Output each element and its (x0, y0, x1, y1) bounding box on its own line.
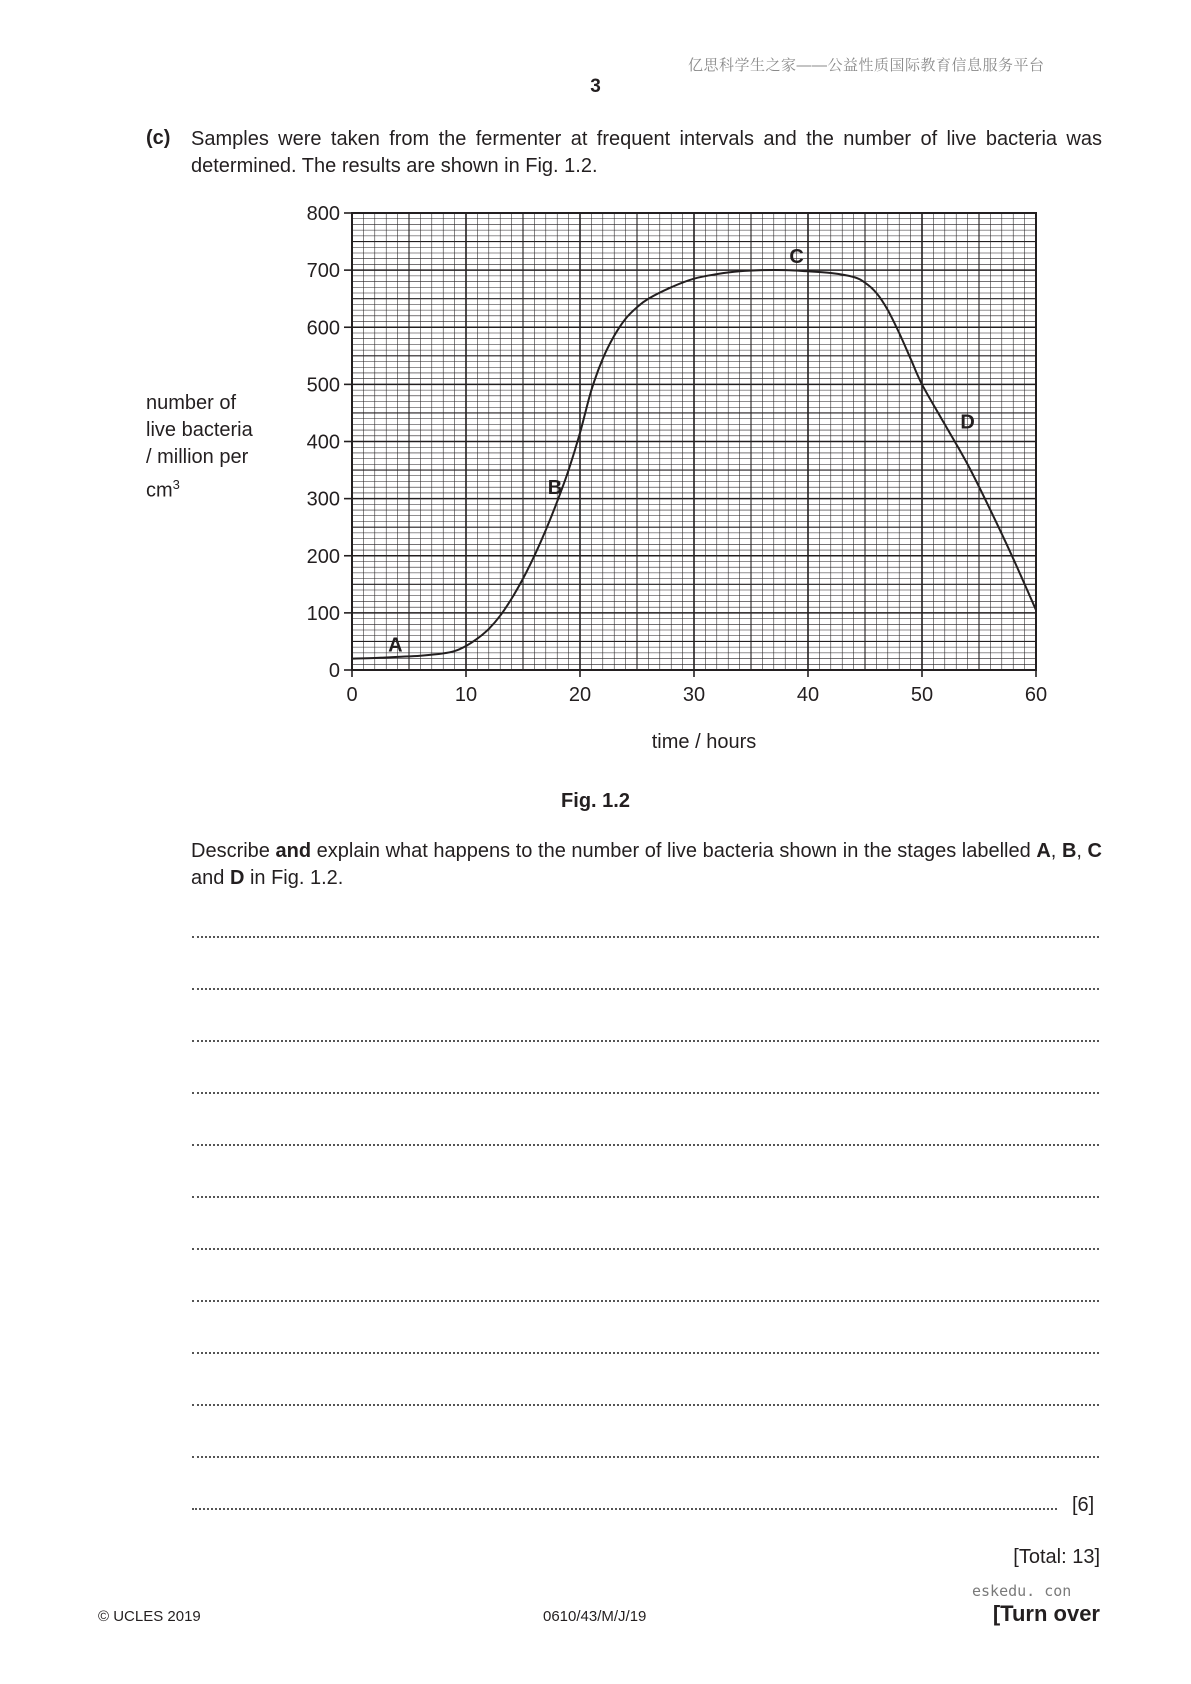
page-number: 3 (590, 76, 601, 97)
answer-line[interactable] (192, 1298, 1099, 1302)
x-tick-label: 60 (1024, 684, 1048, 706)
y-label-line-4: cm (146, 479, 173, 502)
x-axis-label: time / hours (651, 731, 757, 753)
answer-line[interactable] (192, 1402, 1099, 1406)
stage-label-c: C (789, 245, 804, 268)
prompt-text-2: explain what happens to the number of live bacteria shown in the stages labelled (311, 840, 1037, 862)
answer-line[interactable] (192, 1090, 1099, 1094)
figure-caption: Fig. 1.2 (561, 790, 630, 812)
x-tick-label: 50 (910, 684, 934, 706)
chart-grid (352, 213, 1036, 670)
y-label-line-1: number of (146, 392, 237, 414)
question-prompt (191, 838, 1102, 892)
stage-label-b: B (547, 477, 563, 500)
answer-line[interactable] (192, 1454, 1099, 1458)
part-label: (c) (146, 127, 171, 149)
x-tick-label: 20 (568, 684, 592, 706)
y-label-superscript: 3 (172, 477, 180, 492)
answer-line[interactable] (192, 1246, 1099, 1250)
marks-label: [6] (1072, 1494, 1095, 1516)
turn-over: [Turn over (992, 1601, 1100, 1626)
answer-line[interactable] (192, 934, 1099, 938)
total-marks: [Total: 13] (1013, 1546, 1100, 1568)
y-label-line-2: live bacteria (146, 419, 253, 441)
prompt-stage-c: C (1087, 840, 1102, 862)
paper-code: 0610/43/M/J/19 (543, 1608, 647, 1625)
y-tick-label: 800 (306, 203, 340, 225)
bacteria-growth-chart (0, 0, 1191, 770)
y-label-line-3: / million per (146, 446, 249, 468)
y-tick-label: 700 (306, 260, 340, 283)
prompt-stage-d: D (229, 867, 245, 889)
prompt-stage-b: B (1061, 840, 1077, 862)
copyright: © UCLES 2019 (98, 1608, 201, 1625)
stage-label-a: A (388, 634, 403, 657)
y-tick-label: 100 (306, 602, 340, 625)
prompt-text-6: in Fig. 1.2. (244, 867, 344, 889)
prompt-stage-a: A (1036, 840, 1051, 862)
x-tick-label: 0 (346, 684, 358, 706)
y-tick-label: 300 (306, 488, 340, 511)
answer-line[interactable] (192, 1142, 1099, 1146)
y-tick-label: 200 (306, 545, 340, 568)
prompt-text-3: , (1050, 840, 1062, 862)
header-watermark: 亿思科学生之家——公益性质国际教育信息服务平台 (688, 57, 1045, 74)
answer-line[interactable] (192, 1038, 1099, 1042)
prompt-text-5: and (191, 867, 230, 889)
footer-watermark: eskedu. con (972, 1582, 1072, 1600)
x-tick-label: 10 (454, 684, 478, 706)
x-tick-label: 30 (682, 684, 706, 706)
x-tick-label: 40 (796, 684, 820, 706)
answer-line[interactable] (192, 1194, 1099, 1198)
y-tick-label: 400 (306, 431, 340, 454)
answer-line[interactable] (192, 1506, 1057, 1510)
y-tick-label: 500 (306, 374, 340, 397)
answer-line[interactable] (192, 986, 1099, 990)
y-tick-label: 600 (306, 317, 340, 340)
question-intro: Samples were taken from the fermenter at frequent intervals and the number of live bacteria was determined. The results are shown in Fig. 1.2. (191, 128, 1102, 177)
prompt-text-1: Describe (191, 840, 276, 862)
prompt-text-and: and (275, 840, 312, 862)
stage-label-d: D (960, 411, 975, 434)
y-tick-label: 0 (328, 660, 340, 682)
answer-line[interactable] (192, 1350, 1099, 1354)
prompt-text-4: , (1076, 840, 1088, 862)
